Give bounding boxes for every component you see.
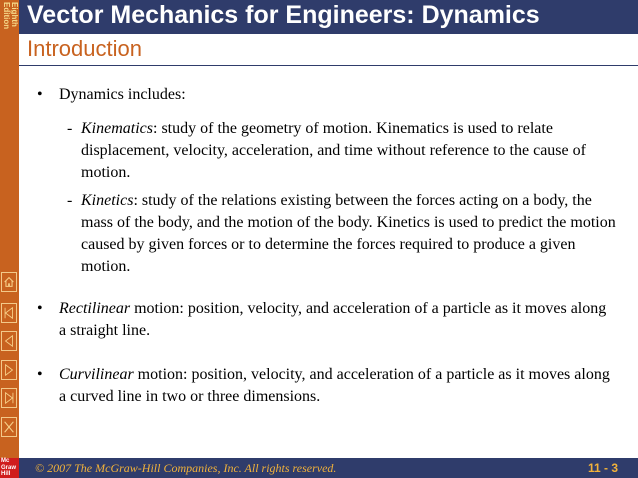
dash-icon: - [67, 120, 73, 137]
bullet-text [59, 298, 617, 342]
term-rectilinear: Rectilinear [59, 300, 131, 317]
slide-subtitle: Introduction [27, 36, 142, 61]
sub-bullet-kinetics [67, 190, 617, 278]
term-kinematics: Kinematics [81, 120, 153, 137]
bullet-dynamics [37, 84, 617, 106]
slide-body [19, 66, 638, 458]
sub-bullet-text [81, 190, 617, 278]
sidebar [0, 0, 19, 478]
subtitle-bar [19, 34, 638, 66]
sub-bullet-kinematics [67, 118, 617, 184]
last-slide-button[interactable] [1, 388, 17, 408]
previous-slide-icon [2, 332, 16, 350]
bullet-text [59, 364, 617, 408]
bullet-icon: • [37, 366, 43, 383]
exit-icon [2, 418, 16, 436]
last-slide-icon [2, 389, 16, 407]
first-slide-button[interactable] [1, 303, 17, 323]
slide-title: Vector Mechanics for Engineers: Dynamics [27, 1, 540, 29]
title-bar [19, 0, 638, 34]
bullet-rectilinear [37, 298, 617, 342]
page-number: 11 - 3 [587, 461, 618, 475]
curvilinear-definition: motion: position, velocity, and acceleration of a particle as it moves along a curved line in two or three dimensions. [59, 366, 610, 405]
bullet-curvilinear [37, 364, 617, 408]
next-slide-icon [2, 361, 16, 379]
next-slide-button[interactable] [1, 360, 17, 380]
bullet-icon: • [37, 86, 43, 103]
sub-bullet-text [81, 118, 617, 184]
first-slide-icon [2, 304, 16, 322]
exit-button[interactable] [1, 417, 17, 437]
bullet-icon: • [37, 300, 43, 317]
home-icon [2, 273, 16, 291]
kinematics-definition: : study of the geometry of motion. Kinematics is used to relate displacement, velocity, acceleration, and time without reference to the cause of motion. [81, 120, 586, 181]
home-button[interactable] [1, 272, 17, 292]
dash-icon: - [67, 192, 73, 209]
previous-slide-button[interactable] [1, 331, 17, 351]
copyright-text: © 2007 The McGraw-Hill Companies, Inc. All rights reserved. [35, 461, 337, 475]
bullet-text: Dynamics includes: [59, 86, 186, 103]
edition-label: Eighth Edition [2, 2, 19, 30]
term-curvilinear: Curvilinear [59, 366, 134, 383]
rectilinear-definition: motion: position, velocity, and acceleration of a particle as it moves along a straight line. [59, 300, 607, 339]
term-kinetics: Kinetics [81, 192, 134, 209]
kinetics-definition: : study of the relations existing between the forces acting on a body, the mass of the body, and the motion of the body. Kinetics is used to predict the motion caused by given forces or to determine the forces required to produce a given motion. [81, 192, 616, 275]
publisher-logo: Mc Graw Hill [0, 458, 19, 478]
footer-bar [19, 458, 638, 478]
